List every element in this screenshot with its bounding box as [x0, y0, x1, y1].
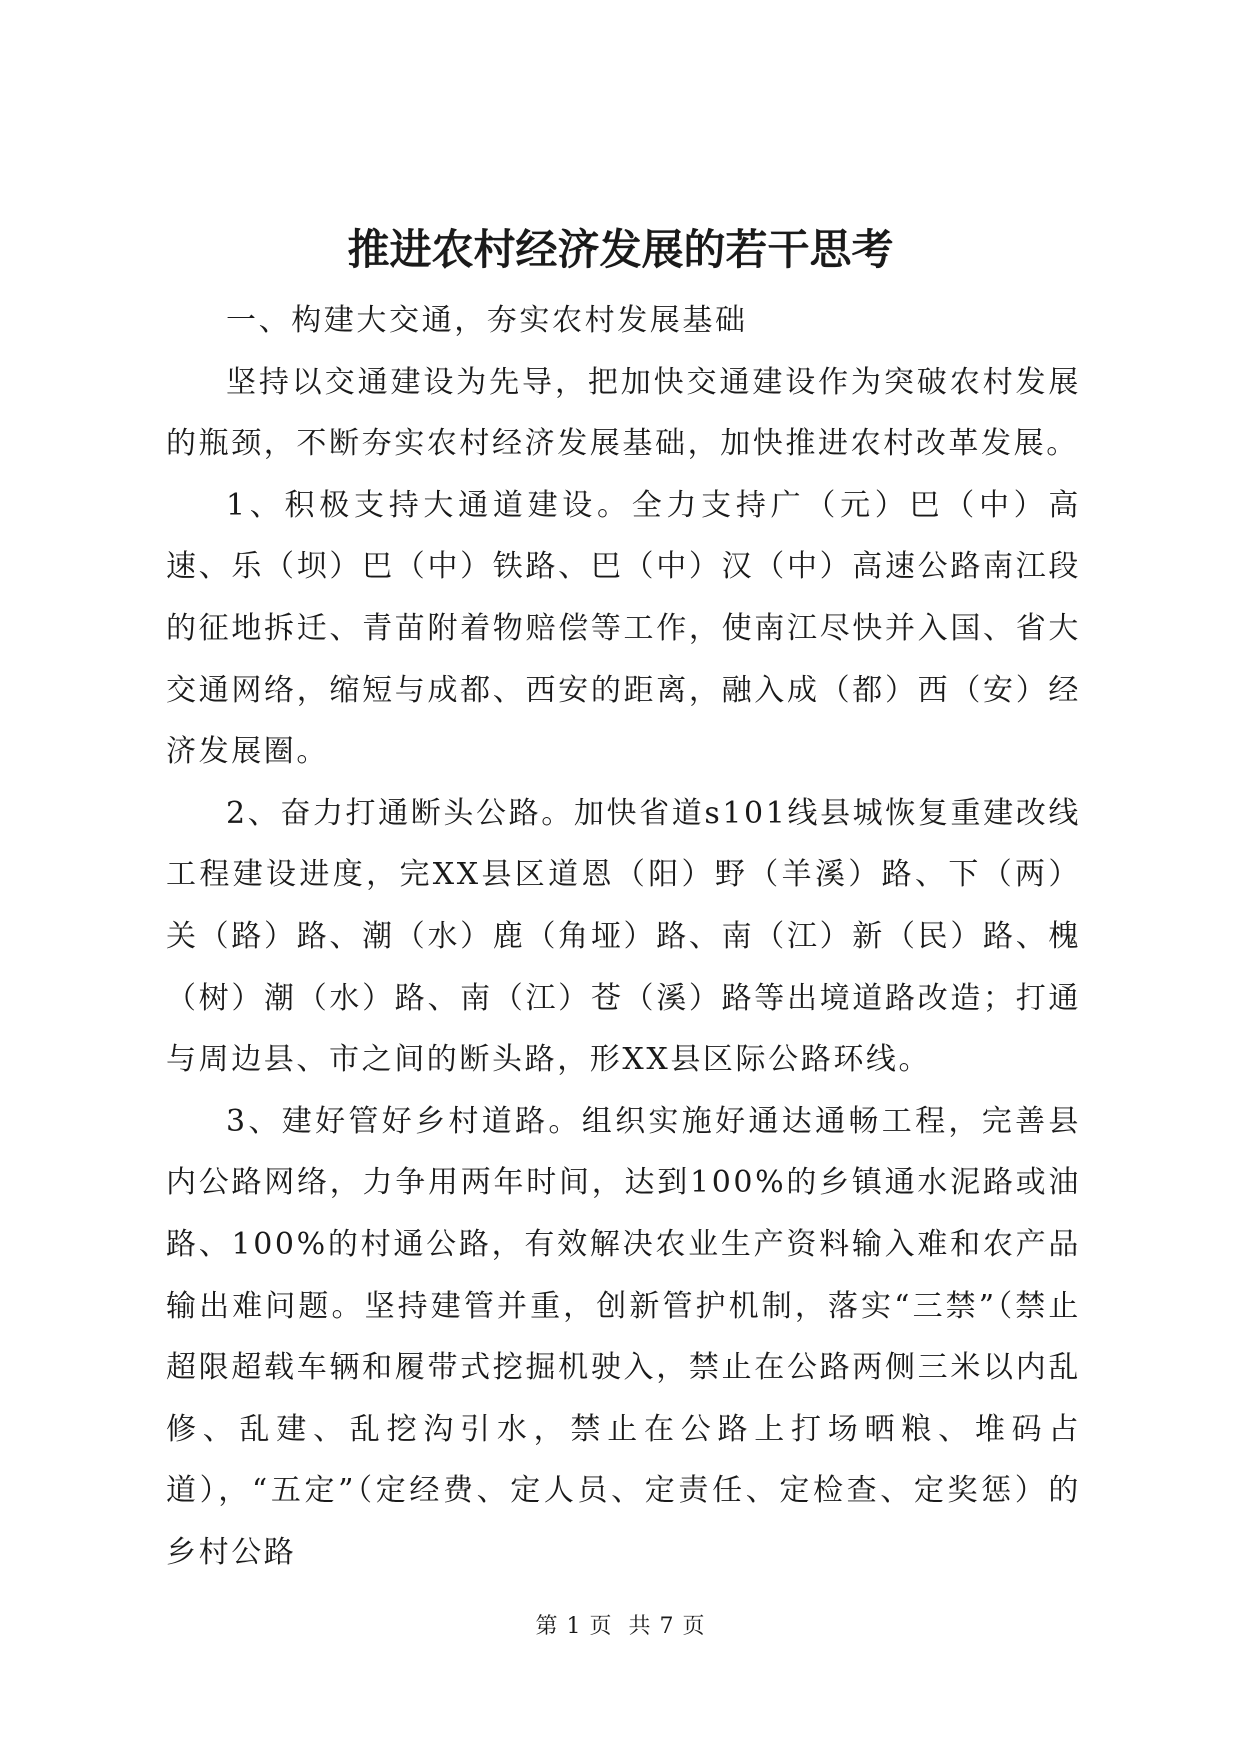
- section-heading: 一、构建大交通，夯实农村发展基础: [226, 303, 748, 338]
- paragraph-intro: 坚持以交通建设为先导，把加快交通建设作为突破农村发展的瓶颈，不断夯实农村经济发展基础，加快推进农村改革发展。: [166, 364, 1081, 462]
- page-number: 第 1 页: [535, 1614, 613, 1639]
- paragraph-item-3: 3、建好管好乡村道路。组织实施好通达通畅工程，完善县内公路网络，力争用两年时间，达到100%的乡镇通水泥路或油路、100%的村通公路，有效解决农业生产资料输入难和农产品输出难问题。坚持建管并重，创新管护机制，落实“三禁”（禁止超限超载车辆和履带式挖掘机驶入，禁止在公路两侧三米以内乱修、乱建、乱挖沟引水，禁止在公路上打场晒粮、堆码占道），“五定”（定经费、定人员、定责任、定检查、定奖惩）的乡村公路: [166, 1103, 1081, 1570]
- page-footer: [0, 1612, 1241, 1642]
- document-body: [166, 290, 1081, 1583]
- paragraph-item-2: 2、奋力打通断头公路。加快省道s101线县城恢复重建改线工程建设进度，完XX县区道恩（阳）野（羊溪）路、下（两）关（路）路、潮（水）鹿（角垭）路、南（江）新（民）路、槐（树）潮（水）路、南（江）苍（溪）路等出境道路改造；打通与周边县、市之间的断头路，形XX县区际公路环线。: [166, 795, 1081, 1078]
- page-total: 共 7 页: [628, 1614, 706, 1639]
- document-title: 推进农村经济发展的若干思考: [347, 225, 894, 274]
- paragraph-item-1: 1、积极支持大通道建设。全力支持广（元）巴（中）高速、乐（坝）巴（中）铁路、巴（中）汉（中）高速公路南江段的征地拆迁、青苗附着物赔偿等工作，使南江尽快并入国、省大交通网络，缩短与成都、西安的距离，融入成（都）西（安）经济发展圈。: [166, 487, 1081, 770]
